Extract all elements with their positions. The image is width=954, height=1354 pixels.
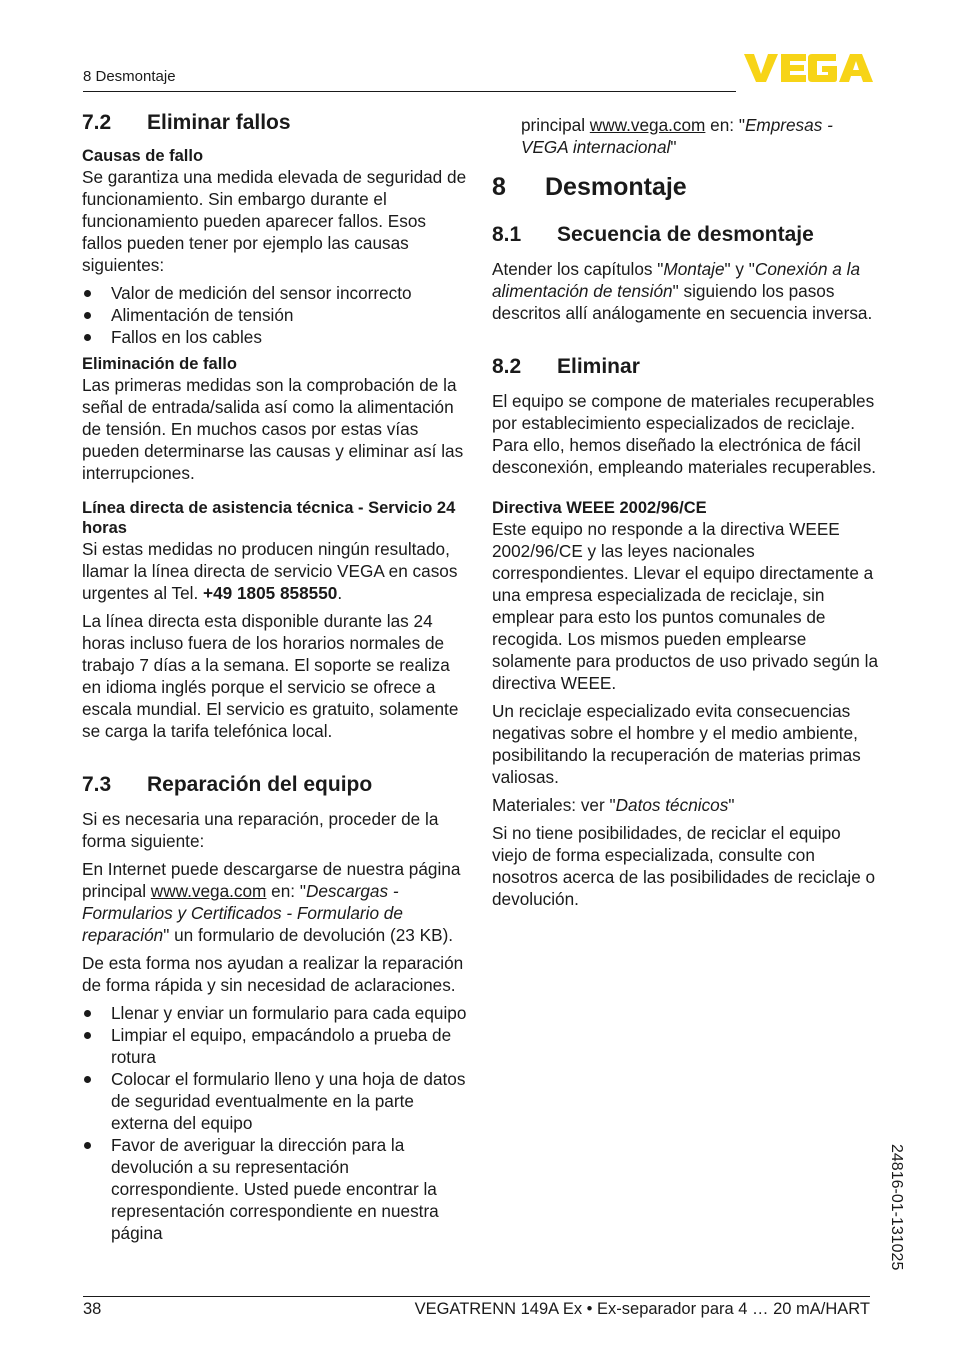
chapter-reference: Datos técnicos xyxy=(615,795,729,815)
eliminacion-heading: Eliminación de fallo xyxy=(82,355,237,373)
running-header: 8 Desmontaje xyxy=(83,68,176,85)
desmontaje-paragraph xyxy=(492,258,880,324)
linea-directa-heading: Línea directa de asistencia técnica - Servicio 24 horas xyxy=(82,499,456,537)
text-run: en: " xyxy=(705,115,745,135)
text-run: Materiales: ver " xyxy=(492,795,616,815)
list-item: Favor de averiguar la dirección para la devolución a su representación correspondiente. Usted puede encontrar la representación correspondiente en nuestra página xyxy=(82,1134,467,1244)
website-path: Empresas - VEGA internacional xyxy=(521,115,833,157)
chapter-8-heading xyxy=(492,172,880,202)
eliminar-paragraph-4 xyxy=(492,794,880,816)
vega-website-link[interactable]: www.vega.com xyxy=(150,881,267,901)
list-item: Alimentación de tensión xyxy=(82,304,467,326)
download-path: Descargas - Formularios y Certificados - Formulario de reparación xyxy=(82,881,403,945)
footer-doc-title: VEGATRENN 149A Ex • Ex-separador para 4 … 20 mA/HART xyxy=(414,1300,870,1318)
text-run: " xyxy=(728,795,735,815)
section-number: 7.2 xyxy=(82,111,112,134)
text-run: " un formulario de devolución (23 KB). xyxy=(163,925,454,945)
eliminar-paragraph-1: El equipo se compone de materiales recuperables por establecimiento especializados de reciclaje. Para ello, hemos diseñado la electrónica de fácil desconexión, empleando materiales recuperables. xyxy=(492,391,877,477)
chapter-reference: Montaje xyxy=(663,259,725,279)
reparacion-paragraph-2 xyxy=(82,858,467,946)
section-title: Eliminar fallos xyxy=(147,111,291,134)
section-title: Eliminar xyxy=(557,355,640,378)
section-number: 8.1 xyxy=(492,223,522,246)
eliminar-paragraph-2: Este equipo no responde a la directiva WEEE 2002/96/CE y las leyes nacionales correspondientes. Llevar el equipo directamente a una empresa especializada de reciclaje, sin emplear para esto los puntos comunales de recogida. Los mismos pueden emplearse solamente para productos de uso privado según la directiva WEEE. xyxy=(492,519,879,693)
reparacion-list xyxy=(82,1002,467,1244)
right-column xyxy=(492,114,880,916)
text-run: En Internet puede descargarse de nuestra página principal xyxy=(82,859,461,901)
document-code: 24816-01-131025 xyxy=(888,1144,905,1271)
reparacion-paragraph-1: Si es necesaria una reparación, proceder de la forma siguiente: xyxy=(82,809,439,851)
eliminacion-paragraph: Las primeras medidas son la comprobación de la señal de entrada/salida así como la alimentación de tensión. En muchos casos por estas vías pueden determinarse las causas y eliminar así las interrupciones. xyxy=(82,375,464,483)
chapter-title: Desmontaje xyxy=(545,173,687,201)
weee-heading: Directiva WEEE 2002/96/CE xyxy=(492,499,707,517)
section-7-3-heading xyxy=(82,772,467,798)
text-run: . xyxy=(337,583,343,603)
list-item: Limpiar el equipo, empacándolo a prueba de rotura xyxy=(82,1024,467,1068)
section-8-2-heading xyxy=(492,354,880,380)
footer-rule xyxy=(83,1296,870,1297)
vega-logo xyxy=(742,52,874,84)
text-run: Si estas medidas no producen ningún resultado, llamar la línea directa de servicio VEGA en casos urgentes al Tel. xyxy=(82,539,458,603)
linea-directa-paragraph xyxy=(82,538,467,604)
section-title: Secuencia de desmontaje xyxy=(557,223,814,246)
text-run: " siguiendo los pasos descritos allí análogamente en secuencia inversa. xyxy=(492,281,873,323)
reparacion-paragraph-3: De esta forma nos ayudan a realizar la reparación de forma rápida y sin necesidad de aclaraciones. xyxy=(82,953,464,995)
list-item: Colocar el formulario lleno y una hoja de datos de seguridad eventualmente en la parte externa del equipo xyxy=(82,1068,467,1134)
section-title: Reparación del equipo xyxy=(147,773,373,796)
section-7-2-heading xyxy=(82,110,467,136)
eliminar-paragraph-5: Si no tiene posibilidades, de reciclar el equipo viejo de forma especializada, consulte con nosotros acerca de las posibilidades de reciclaje o devolución. xyxy=(492,823,876,909)
text-run: Atender los capítulos " xyxy=(492,259,664,279)
causas-paragraph: Se garantiza una medida elevada de seguridad de funcionamiento. Sin embargo durante el funcionamiento pueden aparecer fallos. Esos fallos pueden tener por ejemplo las causas siguientes: xyxy=(82,167,467,275)
chapter-reference: Conexión a la alimentación de tensión xyxy=(492,259,861,301)
list-item: Llenar y enviar un formulario para cada equipo xyxy=(82,1002,467,1024)
page-number: 38 xyxy=(83,1300,102,1318)
chapter-number: 8 xyxy=(492,173,506,201)
hotline-number: +49 1805 858550 xyxy=(203,583,338,603)
vega-website-link[interactable]: www.vega.com xyxy=(589,115,706,135)
list-item: Valor de medición del sensor incorrecto xyxy=(82,282,467,304)
causas-list xyxy=(82,282,467,348)
section-number: 8.2 xyxy=(492,355,522,378)
list-item: Fallos en los cables xyxy=(82,326,467,348)
eliminar-paragraph-3: Un reciclaje especializado evita consecuencias negativas sobre el hombre y el medio ambiente, posibilitando la recuperación de materias primas valiosas. xyxy=(492,701,861,787)
section-8-1-heading xyxy=(492,222,880,248)
header-rule xyxy=(83,91,736,92)
linea-directa-paragraph-2: La línea directa esta disponible durante las 24 horas incluso fuera de los horarios normales de trabajo 7 días a la semana. El soporte se realiza en idioma inglés porque el servicio se ofrece a escala mundial. El servicio es gratuito, solamente se carga la tarifa telefónica local. xyxy=(82,611,459,741)
list-continuation xyxy=(492,114,880,158)
text-run: " y " xyxy=(724,259,755,279)
causas-heading: Causas de fallo xyxy=(82,147,204,165)
text-run: principal xyxy=(521,115,590,135)
text-run: " xyxy=(670,137,677,157)
text-run: en: " xyxy=(266,881,306,901)
left-column xyxy=(82,110,467,1250)
section-number: 7.3 xyxy=(82,773,112,796)
